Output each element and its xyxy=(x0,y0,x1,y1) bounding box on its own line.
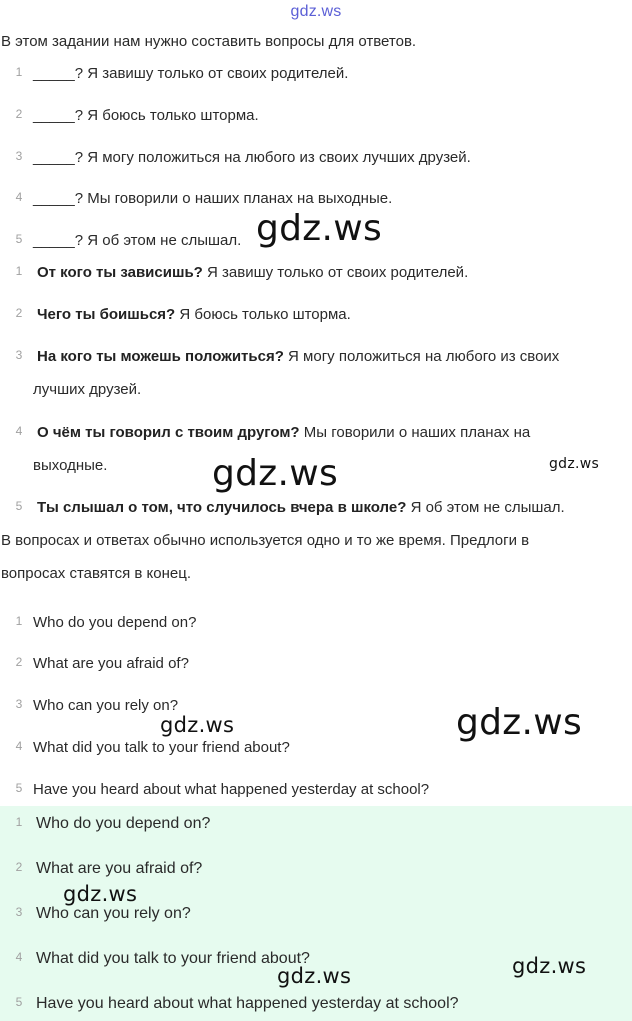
item-number: 1 xyxy=(15,65,23,79)
explanation-line: В вопросах и ответах обычно используется одно и то же время. Предлоги в xyxy=(1,532,530,549)
item-number: 3 xyxy=(15,905,23,919)
item-number: 5 xyxy=(15,232,23,246)
item-text: Who can you rely on? xyxy=(33,697,179,714)
item-number: 1 xyxy=(15,614,23,628)
item-text: _____? Я боюсь только шторма. xyxy=(33,107,259,124)
item-number: 2 xyxy=(15,306,23,320)
item-text xyxy=(37,306,351,323)
item-number: 5 xyxy=(15,781,23,795)
site-logo[interactable]: gdz.ws xyxy=(290,3,342,20)
question-bold: Ты слышал о том, что случилось вчера в школе? xyxy=(37,499,407,516)
answer-text-continued: выходные. xyxy=(33,457,108,474)
question-bold: От кого ты зависишь? xyxy=(37,264,203,281)
watermark: gdz.ws xyxy=(160,713,235,737)
item-text xyxy=(37,499,565,516)
watermark: gdz.ws xyxy=(456,702,583,743)
watermark: gdz.ws xyxy=(63,882,138,906)
item-text xyxy=(33,340,560,406)
item-text: Who do you depend on? xyxy=(33,614,197,631)
item-text: What are you afraid of? xyxy=(36,860,203,877)
watermark: gdz.ws xyxy=(212,453,339,494)
item-number: 4 xyxy=(15,950,23,964)
item-number: 3 xyxy=(15,697,23,711)
item-text: Who can you rely on? xyxy=(36,905,191,922)
item-number: 5 xyxy=(15,995,23,1009)
item-text: What did you talk to your friend about? xyxy=(36,950,310,967)
watermark: gdz.ws xyxy=(256,208,383,249)
item-number: 2 xyxy=(15,655,23,669)
item-text: Have you heard about what happened yesterday at school? xyxy=(36,995,459,1012)
answer-text-continued: лучших друзей. xyxy=(33,381,142,398)
question-bold: На кого ты можешь положиться? xyxy=(37,348,284,365)
explanation-text xyxy=(1,524,529,590)
watermark: gdz.ws xyxy=(549,456,600,472)
explanation-line: вопросах ставятся в конец. xyxy=(1,565,192,582)
item-text: _____? Я завишу только от своих родителей. xyxy=(33,65,349,82)
item-number: 4 xyxy=(15,739,23,753)
item-text: What did you talk to your friend about? xyxy=(33,739,290,756)
watermark: gdz.ws xyxy=(512,954,587,978)
item-text: Have you heard about what happened yesterday at school? xyxy=(33,781,430,798)
item-number: 3 xyxy=(15,149,23,163)
answer-text: Мы говорили о наших планах на xyxy=(299,424,531,441)
answer-block xyxy=(0,806,632,1021)
question-bold: Чего ты боишься? xyxy=(37,306,176,323)
answer-text: Я боюсь только шторма. xyxy=(175,306,351,323)
answer-text: Я об этом не слышал. xyxy=(406,499,565,516)
item-text: Who do you depend on? xyxy=(36,815,211,832)
item-number: 1 xyxy=(15,815,23,829)
item-text: _____? Я могу положиться на любого из своих лучших друзей. xyxy=(33,149,471,166)
item-text: _____? Я об этом не слышал. xyxy=(33,232,242,249)
item-number: 4 xyxy=(15,190,23,204)
intro-text: В этом задании нам нужно составить вопросы для ответов. xyxy=(1,33,417,50)
item-number: 3 xyxy=(15,348,23,362)
question-bold: О чём ты говорил с твоим другом? xyxy=(37,424,300,441)
item-text: _____? Мы говорили о наших планах на выходные. xyxy=(33,190,393,207)
item-number: 2 xyxy=(15,860,23,874)
watermark: gdz.ws xyxy=(277,964,352,988)
item-number: 2 xyxy=(15,107,23,121)
item-number: 5 xyxy=(15,499,23,513)
item-number: 1 xyxy=(15,264,23,278)
item-number: 4 xyxy=(15,424,23,438)
answer-text: Я могу положиться на любого из своих xyxy=(283,348,560,365)
answer-text: Я завишу только от своих родителей. xyxy=(202,264,469,281)
item-text: What are you afraid of? xyxy=(33,655,189,672)
item-text xyxy=(37,264,468,281)
